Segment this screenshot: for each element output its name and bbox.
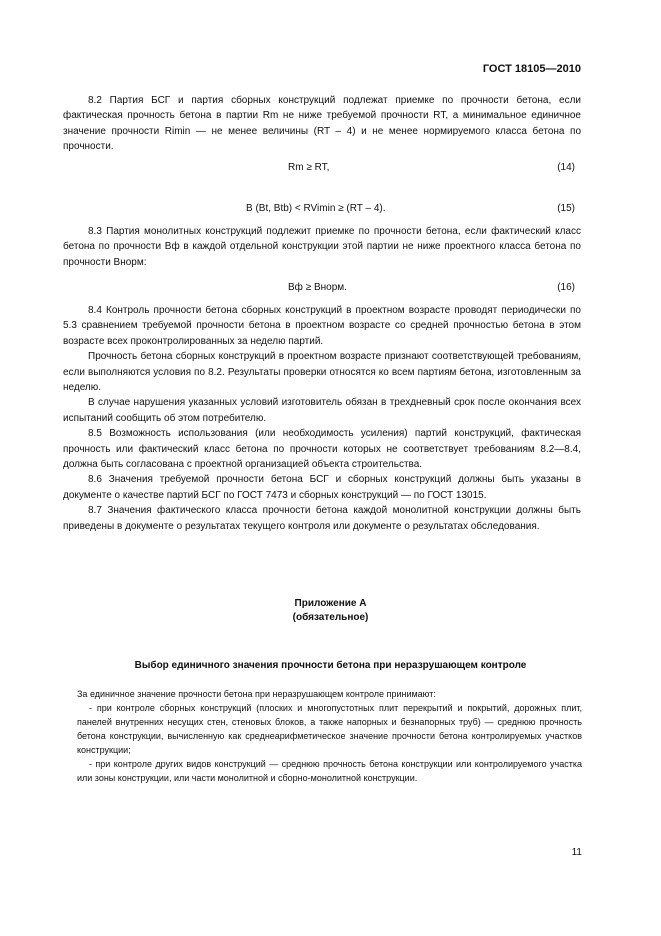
appendix-intro: За единичное значение прочности бетона при неразрушающем контроле принимают: (77, 689, 436, 699)
appendix-item-1: - при контроле сборных конструкций (плоских и многопустотных плит перекрытий и покрытий, дорожных плит, панелей внутренних несущих стен, стеновых блоков, а также напорных и безнапорных труб) — среднюю прочность бетона конструкции, вычисленную как среднеарифметическое значение прочности бетона контролируемых участков конструкции; (77, 703, 582, 755)
equation-16: Bф ≥ Bнорм. (288, 282, 347, 293)
equation-15-number: (15) (557, 203, 575, 214)
appendix-body (77, 687, 582, 785)
clauses-8-4-to-8-7 (63, 303, 581, 534)
appendix-heading: Выбор единичного значения прочности бетона при неразрушающем контроле (134, 660, 527, 671)
clause-8-3 (63, 224, 581, 270)
clause-8-4-para3: В случае нарушения указанных условий изготовитель обязан в трехдневный срок после окончания всех испытаний сообщить об этом потребителю. (63, 397, 581, 424)
equation-16-number: (16) (557, 282, 575, 293)
clause-8-3-text: 8.3 Партия монолитных конструкций подлежит приемке по прочности бетона, если фактический класс бетона по прочности Bф в каждой отдельной конструкции этой партии не ниже проектного класса бетона по прочности Bнорм: (63, 226, 581, 268)
page-number: 11 (571, 847, 582, 858)
appendix-item-2: - при контроле других видов конструкций — среднюю прочность бетона конструкции или контролируемого участка или зоны конструкции, или части монолитной и сборно-монолитной конструкции. (77, 759, 582, 783)
appendix-status: (обязательное) (292, 612, 369, 623)
clause-8-6-text: 8.6 Значения требуемой прочности бетона БСГ и сборных конструкций должны быть указаны в документе о качестве партий БСГ по ГОСТ 7473 и сборных конструкций — по ГОСТ 13015. (63, 474, 581, 501)
appendix-title: Приложение А (294, 598, 367, 609)
document-code: ГОСТ 18105—2010 (482, 63, 581, 75)
equation-14: Rm ≥ RT, (288, 162, 330, 173)
clause-8-4-text: 8.4 Контроль прочности бетона сборных конструкций в проектном возрасте проводят периодически по 5.3 сравнением требуемой прочности бетона в проектном возрасте со средней прочностью бетона в этом возрасте всех проконтролированных за неделю партий. (63, 305, 581, 347)
clause-8-2 (63, 93, 581, 155)
equation-15: B (Bt, Btb) < RVimin ≥ (RT – 4). (246, 203, 386, 214)
clause-8-5-text: 8.5 Возможность использования (или необходимость усиления) партий конструкций, фактическая прочность или фактический класс бетона по прочности которых не соответствует требованиям 8.2—8.4, должна быть согласована с проектной организацией объекта строительства. (63, 428, 581, 471)
clause-8-2-text: 8.2 Партия БСГ и партия сборных конструкций подлежат приемке по прочности бетона, если фактическая прочность бетона в партии Rm не ниже требуемой прочности RT, а минимальное единичное значение прочности Rimin — не менее величины (RT – 4) и не менее нормируемого класса бетона по прочности. (63, 95, 581, 153)
clause-8-4-para2: Прочность бетона сборных конструкций в проектном возрасте признают соответствующей требованиям, если выполняются условия по 8.2. Результаты проверки относятся ко всем партиям бетона, изготовленным за неделю. (63, 351, 581, 394)
clause-8-7-text: 8.7 Значения фактического класса прочности бетона каждой монолитной конструкции должны быть приведены в документе о результатах текущего контроля или документе о результатах обследования. (63, 505, 581, 532)
equation-14-number: (14) (557, 162, 575, 173)
